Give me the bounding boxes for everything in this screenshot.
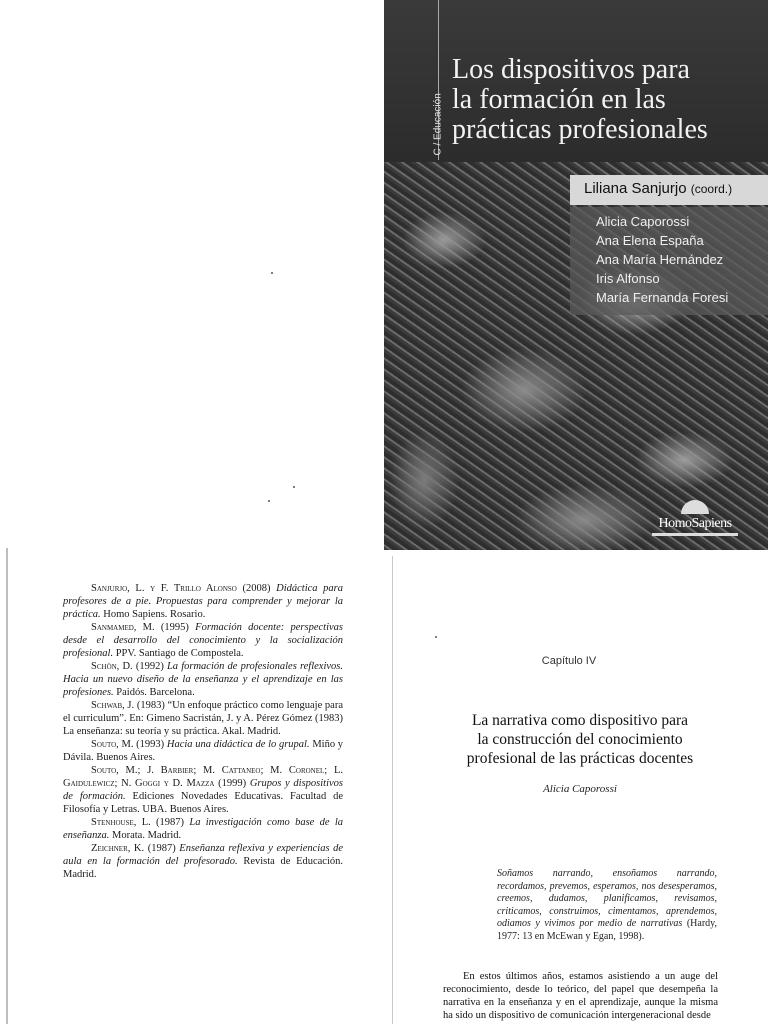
reference-entry: Schwab, J. (1983) “Un enfoque práctico como lenguaje para el curriculum”. En: Gimeno Sacristán, J. y A. Pérez Gómez (1983) La enseñanza: su teoría y su práctica. Akal. Madrid. <box>63 700 343 737</box>
page-edge <box>392 556 393 1024</box>
book-title-line: Los dispositivos para <box>452 54 690 85</box>
publisher-name: HomoSapiens <box>652 516 738 536</box>
book-title-line: la formación en las <box>452 84 666 115</box>
chapter-author: Alicia Caporossi <box>543 783 617 795</box>
reference-list <box>63 582 343 881</box>
page-edge <box>6 548 8 1024</box>
editor-role: (coord.) <box>690 182 733 196</box>
coauthor: Iris Alfonso <box>596 271 660 286</box>
coauthor: Ana Elena España <box>596 233 704 248</box>
scan-speck <box>435 636 437 638</box>
reference-entry: Souto, M. (1993) Hacia una didáctica de lo grupal. Miño y Dávila. Buenos Aires. <box>63 739 344 763</box>
chapter-label: Capítulo IV <box>541 655 597 667</box>
chapter-title-line: La narrativa como dispositivo para <box>471 712 689 729</box>
scan-speck <box>293 486 295 488</box>
coauthor-list <box>596 212 728 307</box>
book-editor <box>584 180 732 197</box>
coauthor: Ana María Hernández <box>596 252 724 267</box>
series-label <box>418 0 444 160</box>
reference-entry: Schön, D. (1992) La formación de profesionales reflexivos. Hacia un nuevo diseño de la enseñanza y el aprendizaje en las profesiones. Paidós. Barcelona. <box>63 661 343 698</box>
chapter-title-line: profesional de las prácticas docentes <box>466 750 694 767</box>
publisher-mark-icon <box>681 500 709 514</box>
epigraph-source: (Hardy, 1977: 13 en McEwan y Egan, 1998). <box>497 918 717 942</box>
book-cover <box>384 0 768 550</box>
coauthor: María Fernanda Foresi <box>596 290 729 305</box>
chapter-title <box>420 711 740 768</box>
epigraph <box>497 868 717 943</box>
reference-entry: Souto, M.; J. Barbier; M. Cattaneo; M. Coronel; L. Gaidulewicz; N. Goggi y D. Mazza (1999) Grupos y dispositivos de formación. Ediciones Novedades Educativas. Facultad de Filosofía y Letras. UBA. Buenos Aires. <box>63 765 344 815</box>
coauthor: Alicia Caporossi <box>596 214 690 229</box>
series-label-text: C / Educación <box>432 93 444 156</box>
book-title-line: prácticas profesionales <box>452 114 708 145</box>
reference-entry: Sanjurjo, L. y F. Trillo Alonso (2008) Didáctica para profesores de a pie. Propuestas para comprender y mejorar la práctica. Homo Sapiens. Rosario. <box>63 583 343 620</box>
body-paragraph: En estos últimos años, estamos asistiendo a un auge del reconocimiento, desde lo teórico, del papel que desempeña la narrativa en la enseñanza y en el aprendizaje, aunque la misma ha sido un dispositivo de comunicación intergeneracional desde <box>443 971 718 1021</box>
publisher-logo <box>652 500 738 544</box>
reference-entry: Stenhouse, L. (1987) La investigación como base de la enseñanza. Morata. Madrid. <box>63 817 343 841</box>
epigraph-quote: Soñamos narrando, ensoñamos narrando, recordamos, prevemos, esperamos, nos desesperamos, creemos, dudamos, planificamos, revisamos, criticamos, construimos, cimentamos, aprendemos, odiamos y vivimos por medio de narrativas <box>497 868 717 929</box>
reference-entry: Sanmamed, M. (1995) Formación docente: perspectivas desde el desarrollo del conocimiento y la socialización profesional. PPV. Santiago de Compostela. <box>63 622 343 659</box>
scan-speck <box>271 272 273 274</box>
reference-entry: Zeichner, K. (1987) Enseñanza reflexiva y experiencias de aula en la formación del profesorado. Revista de Educación. Madrid. <box>63 843 344 880</box>
editor-name: Liliana Sanjurjo <box>584 180 687 197</box>
scan-speck <box>268 500 270 502</box>
chapter-title-line: la construcción del conocimiento <box>477 731 683 748</box>
book-title <box>452 55 762 145</box>
